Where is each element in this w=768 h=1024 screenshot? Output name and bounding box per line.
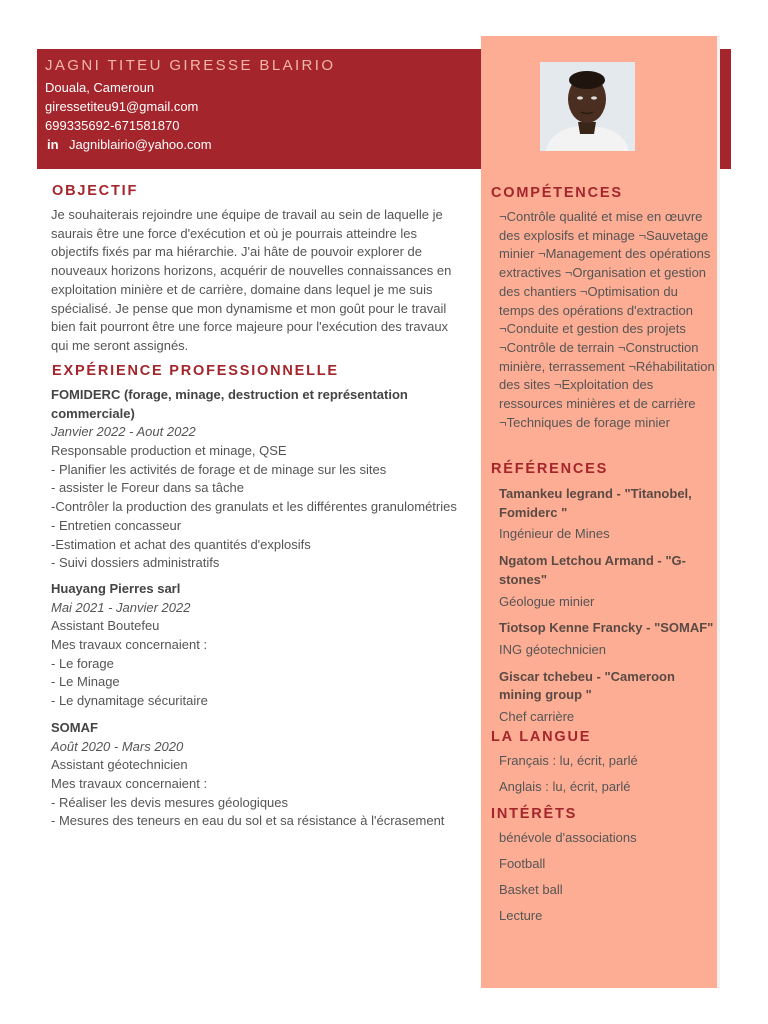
job-line: -Contrôler la production des granulats et les différentes granulométries — [51, 499, 457, 515]
interets-list — [499, 829, 715, 933]
job-fomiderc — [51, 386, 471, 573]
location: Douala, Cameroun — [45, 80, 155, 95]
email[interactable]: giressetiteu91@gmail.com — [45, 99, 199, 114]
interet-item: Lecture — [499, 908, 543, 923]
header-contact — [45, 57, 335, 154]
job-line: Assistant Boutefeu — [51, 618, 160, 634]
references-list — [499, 485, 715, 735]
job-line: Responsable production et minage, QSE — [51, 443, 287, 459]
job-line: Mes travaux concernaient : — [51, 776, 208, 792]
job-company: Huayang Pierres sarl — [51, 581, 181, 596]
reference-item — [499, 619, 715, 659]
job-company: SOMAF — [51, 720, 98, 735]
job-dates: Janvier 2022 - Aout 2022 — [51, 424, 196, 440]
job-line: - Le dynamitage sécuritaire — [51, 693, 208, 709]
job-huayang — [51, 580, 471, 711]
objectif-text: Je souhaiterais rejoindre une équipe de travail au sein de laquelle je saurais être une force d'exécution et où je pourrais atteindre les objectifs fixés par ma hiérarchie. J'ai hâte de pouvoir explorer de nouveaux horizons horizons, acquérir de nouvelles connaissances en exploitation minière et de carrière, domaine dans lequel je me suis spécialisé. Je pense que mon dynamisme et mon goût pour le travail bien fait pourront être une force majeure pour l'exécution des travaux qui me seront assignés. — [51, 207, 452, 353]
competences-text: ¬Contrôle qualité et mise en œuvre des explosifs et minage ¬Sauvetage minier ¬Management des opérations extractives ¬Organisation et gestion des chantiers ¬Optimisation du temps des opérations d'extraction ¬Conduite et gestion des projets ¬Contrôle de terrain ¬Construction minière, terrassement ¬Réhabilitation des sites ¬Exploitation des ressources minières et de carrière ¬Techniques de forage minier — [499, 209, 715, 430]
job-line: - assister le Foreur dans sa tâche — [51, 480, 244, 496]
reference-name: Tamankeu legrand - "Titanobel, Fomiderc " — [499, 486, 692, 520]
sidebar-edge — [717, 36, 720, 988]
reference-role: Géologue minier — [499, 593, 595, 609]
job-line: - Le Minage — [51, 674, 120, 690]
job-line: - Suivi dossiers administratifs — [51, 555, 220, 571]
linkedin-icon: in — [47, 137, 59, 152]
langue-title: LA LANGUE — [491, 729, 592, 745]
job-line: - Réaliser les devis mesures géologiques — [51, 794, 289, 810]
portrait-illustration — [540, 62, 635, 151]
job-line: Mes travaux concernaient : — [51, 637, 208, 653]
references-title: RÉFÉRENCES — [491, 461, 609, 477]
job-dates: Août 2020 - Mars 2020 — [51, 738, 184, 754]
langue-item: Anglais : lu, écrit, parlé — [499, 779, 631, 794]
reference-role: ING géotechnicien — [499, 641, 606, 657]
reference-item — [499, 485, 715, 544]
job-line: - Mesures des teneurs en eau du sol et sa résistance à l'écrasement — [51, 813, 445, 829]
reference-role: Chef carrière — [499, 709, 575, 725]
experience-title: EXPÉRIENCE PROFESSIONNELLE — [52, 363, 339, 379]
job-line: - Planifier les activités de forage et de minage sur les sites — [51, 461, 387, 477]
reference-name: Tiotsop Kenne Francky - "SOMAF" — [499, 620, 714, 636]
linkedin-row[interactable] — [45, 135, 335, 154]
profile-photo — [540, 62, 635, 151]
competences-title: COMPÉTENCES — [491, 185, 623, 201]
job-line: - Le forage — [51, 655, 114, 671]
job-dates: Mai 2021 - Janvier 2022 — [51, 599, 191, 615]
candidate-name: JAGNI TITEU GIRESSE BLAIRIO — [45, 57, 336, 74]
interet-item: Basket ball — [499, 882, 563, 897]
objectif-title: OBJECTIF — [52, 183, 139, 199]
job-somaf — [51, 719, 471, 831]
reference-name: Ngatom Letchou Armand - "G-stones" — [499, 553, 686, 587]
interets-title: INTÉRÊTS — [491, 806, 578, 822]
job-line: -Estimation et achat des quantités d'explosifs — [51, 536, 311, 552]
interet-item: bénévole d'associations — [499, 830, 637, 845]
job-line: - Entretien concasseur — [51, 517, 182, 533]
phone: 699335692-671581870 — [45, 118, 180, 133]
interet-item: Football — [499, 856, 546, 871]
reference-role: Ingénieur de Mines — [499, 526, 610, 542]
reference-item — [499, 668, 715, 727]
reference-item — [499, 552, 715, 611]
reference-name: Giscar tchebeu - "Cameroon mining group " — [499, 668, 675, 703]
job-line: Assistant géotechnicien — [51, 757, 188, 773]
langue-list — [499, 752, 715, 804]
linkedin-handle[interactable]: Jagniblairio@yahoo.com — [69, 137, 212, 152]
langue-item: Français : lu, écrit, parlé — [499, 753, 638, 768]
job-company: FOMIDERC (forage, minage, destruction et représentation commerciale) — [51, 387, 408, 421]
